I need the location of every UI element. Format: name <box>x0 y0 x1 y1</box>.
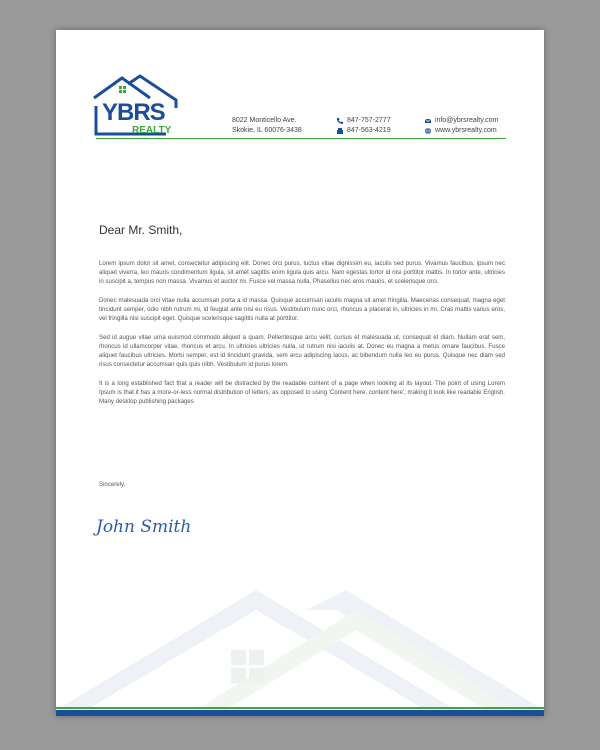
footer-blue-bar <box>56 710 544 716</box>
signature <box>92 500 192 548</box>
fax-icon <box>336 127 344 135</box>
header-divider <box>96 138 506 139</box>
letterhead-page <box>56 30 544 716</box>
signature-text: John Smith <box>96 517 192 537</box>
phone-block <box>336 116 391 136</box>
email-icon <box>424 117 432 125</box>
fax-number: 847-563-4219 <box>347 127 391 134</box>
address-line-2: Skokie, IL 60076-3438 <box>232 127 302 134</box>
paragraph: Lorem ipsum dolor sit amet, consectetur adipiscing elit. Donec orci purus, luctus vitae dignissim eu, iaculis sed purus. Vivamus faucibus, ipsum nec aliquet viverra, leo mauris condimentum ligula, sit amet sagittis enim ligula quis arcu. Nam egestas tortor id nisi porttitor mattis. In tortor ante, ultricies in suscipit a, tempus non massa. Vivamus et auctor mi. Fusce vel massa nulla. Phasellus nec eros mauris, et scelerisque orci. <box>99 260 505 285</box>
house-watermark <box>56 570 544 710</box>
globe-icon <box>424 127 432 135</box>
phone-number: 847-757-2777 <box>347 117 391 124</box>
footer-green-bar <box>56 707 544 709</box>
closing: Sincerely, <box>99 481 126 488</box>
website-url: www.ybrsrealty.com <box>435 127 497 134</box>
logo-subtext: REALTY <box>132 125 172 136</box>
salutation: Dear Mr. Smith, <box>99 223 183 237</box>
paragraph: Donec malesuada orci vitae nulla accumsan porta a id massa. Quisque accumsan iaculis magna sit amet fringilla. Maecenas consequat, magna eget tincidunt semper, odio nibh rutrum mi, id feugiat ante nisi eu risus. Vestibulum nunc orci, rhoncus a placerat in, ultricies in mi. Cras mattis varius eros, vel fringilla nisi suscipit eget. Quisque scelerisque sagittis nulla at porttitor. <box>99 297 505 322</box>
paragraph: Sed id augue vitae urna euismod commodo aliquet a quam. Pellentesque arcu velit, cursus et malesuada ut, consequat et diam. Nullam erat sem, rhoncus id ullamcorper vitae, rhoncus et arcu. In ultricies ultricies nulla, ut rutrum nisi iaculis at. Donec eu magna a metus ornare faucibus. Fusce aliquet faucibus ultricies. Morbi semper, est id tincidunt gravida, sem arcu adipiscing lacus, ac bibendum nulla leo eu purus. Quisque nec diam sed risus consectetur accumsan quis quis nibh. Vestibulum id purus lorem. <box>99 334 505 368</box>
address-block <box>232 116 302 136</box>
paragraph: It is a long established fact that a reader will be distracted by the readable content of a page when looking at its layout. The point of using Lorem Ipsum is that it has a more-or-less normal distribution of letters, as opposed to using 'Content here, content here', making it look like readable English. Many desktop publishing packages <box>99 380 505 405</box>
online-block <box>424 116 498 136</box>
phone-icon <box>336 117 344 125</box>
logo-text: YBRS <box>102 99 165 126</box>
email-address: info@ybrsrealty.com <box>435 117 499 124</box>
letter-body <box>99 259 505 416</box>
ybrs-logo <box>92 74 186 138</box>
address-line-1: 8022 Monticello Ave. <box>232 117 297 124</box>
